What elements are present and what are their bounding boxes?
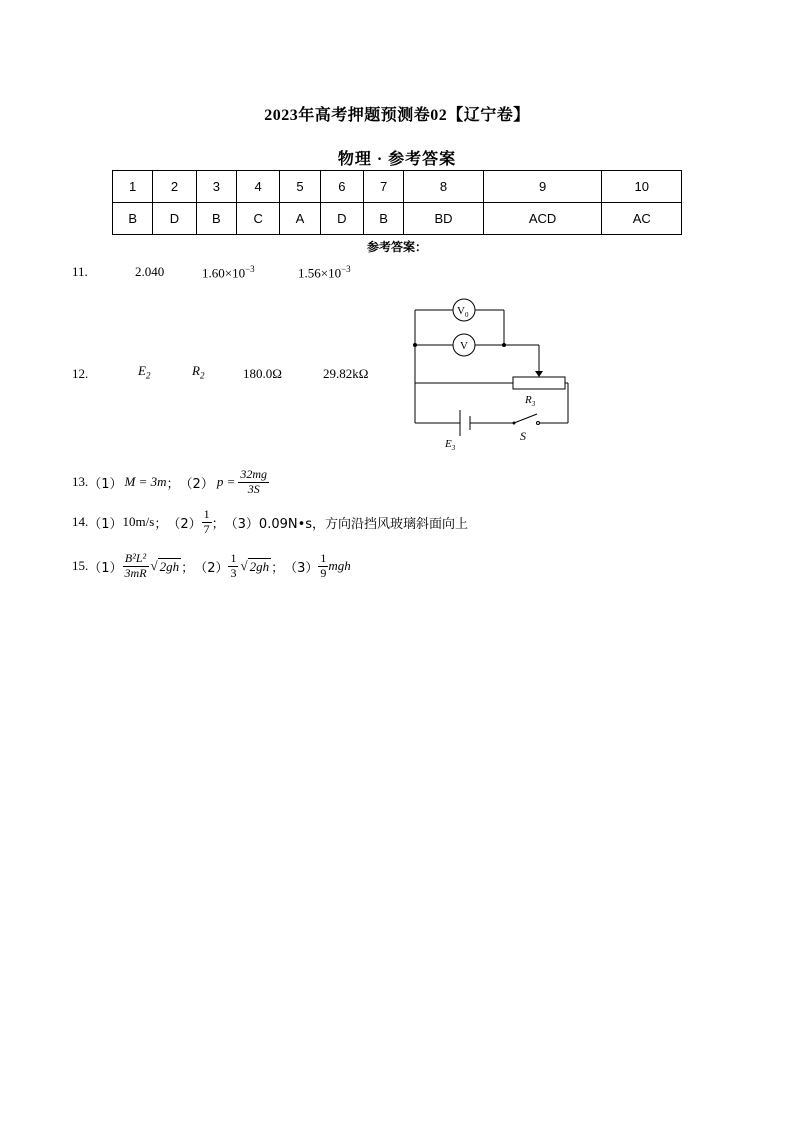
q11-answer-1: 2.040 — [135, 264, 165, 279]
question-15-line: 15. （1） $\frac{\text{B²L²}}{3mR}$ √ 2gh ； （2） $\frac{1}{3}$ √ 2gh ； （3） $\frac{1}{9}$ mgh — [72, 551, 351, 580]
table-cell: 10 — [602, 171, 682, 203]
question-14-number: 14. — [72, 514, 89, 530]
q15-answer-2-root: 2gh — [249, 558, 270, 574]
table-cell: ACD — [483, 203, 602, 235]
table-cell: BD — [404, 203, 483, 235]
r3-label: $R_3$ — [525, 394, 536, 408]
question-12-number: 12. — [72, 366, 89, 381]
q12-answer-3: 180.0Ω — [243, 366, 282, 381]
question-11-number: 11. — [72, 264, 88, 279]
question-13-number: 13. — [72, 474, 89, 490]
q15-answer-1-root: 2gh — [159, 558, 180, 574]
table-cell: A — [280, 203, 320, 235]
v-label: V — [460, 340, 468, 352]
question-15-number: 15. — [72, 558, 89, 574]
q15-answer-2-fraction: $\frac{1}{3}$ — [230, 551, 237, 580]
q11-answer-2: $1.60\times 10^{-3}$ — [202, 264, 255, 281]
q13-answer-1: M = 3m — [124, 474, 167, 490]
table-cell: 8 — [404, 171, 483, 203]
table-cell: 3 — [196, 171, 236, 203]
v0-label: $V_0$ — [457, 305, 469, 319]
rheostat-r3 — [513, 377, 565, 389]
table-cell: 6 — [320, 171, 363, 203]
table-cell: C — [236, 203, 279, 235]
table-cell: 5 — [280, 171, 320, 203]
table-cell: B — [196, 203, 236, 235]
circuit-diagram — [405, 290, 585, 455]
page-subtitle: 物理 · 参考答案 — [337, 151, 457, 168]
table-cell: AC — [602, 203, 682, 235]
question-13-line: 13. （1） M = 3m ； （2） p = $\frac{32mg}{3S}$ — [72, 467, 268, 496]
table-cell: B — [363, 203, 403, 235]
q14-answer-2-fraction: $\frac{1}{7}$ — [203, 507, 210, 536]
table-cell: 4 — [236, 171, 279, 203]
table-cell: 2 — [153, 171, 196, 203]
table-cell: D — [153, 203, 196, 235]
table-cell: 7 — [363, 171, 403, 203]
table-cell: 9 — [483, 171, 602, 203]
q13-answer-2-fraction: $\frac{32mg}{3S}$ — [240, 467, 268, 496]
reference-answer-label: 参考答案： — [366, 240, 427, 254]
table-row-answers — [113, 203, 682, 235]
q14-answer-3: 0.09N•s，方向沿挡风玻璃斜面向上 — [258, 516, 469, 532]
switch-s — [514, 414, 537, 423]
q15-answer-3: mgh — [328, 558, 351, 574]
e3-label: $E_3$ — [445, 438, 456, 452]
q14-answer-1: 10m/s — [122, 514, 155, 530]
table-cell: D — [320, 203, 363, 235]
q11-answer-3: $1.56\times 10^{-3}$ — [298, 264, 351, 281]
question-14-line: 14. （1） 10m/s ； （2） $\frac{1}{7}$ ； （3） 0.09N•s，方向沿挡风玻璃斜面向上 — [72, 507, 469, 536]
table-cell: 1 — [113, 171, 153, 203]
q15-answer-3-fraction: $\frac{1}{9}$ — [320, 551, 327, 580]
table-cell: B — [113, 203, 153, 235]
q15-answer-1-fraction: $\frac{\text{B²L²}}{3mR}$ — [124, 551, 147, 580]
q12-answer-4: 29.82kΩ — [323, 366, 369, 381]
answer-table — [112, 170, 682, 235]
page-title: 2023年高考押题预测卷02【辽宁卷】 — [264, 107, 530, 124]
table-row-numbers — [113, 171, 682, 203]
q12-answer-2: $R_2$ — [192, 363, 205, 381]
s-label: S — [520, 429, 526, 443]
q12-answer-1: $E_2$ — [138, 363, 151, 381]
